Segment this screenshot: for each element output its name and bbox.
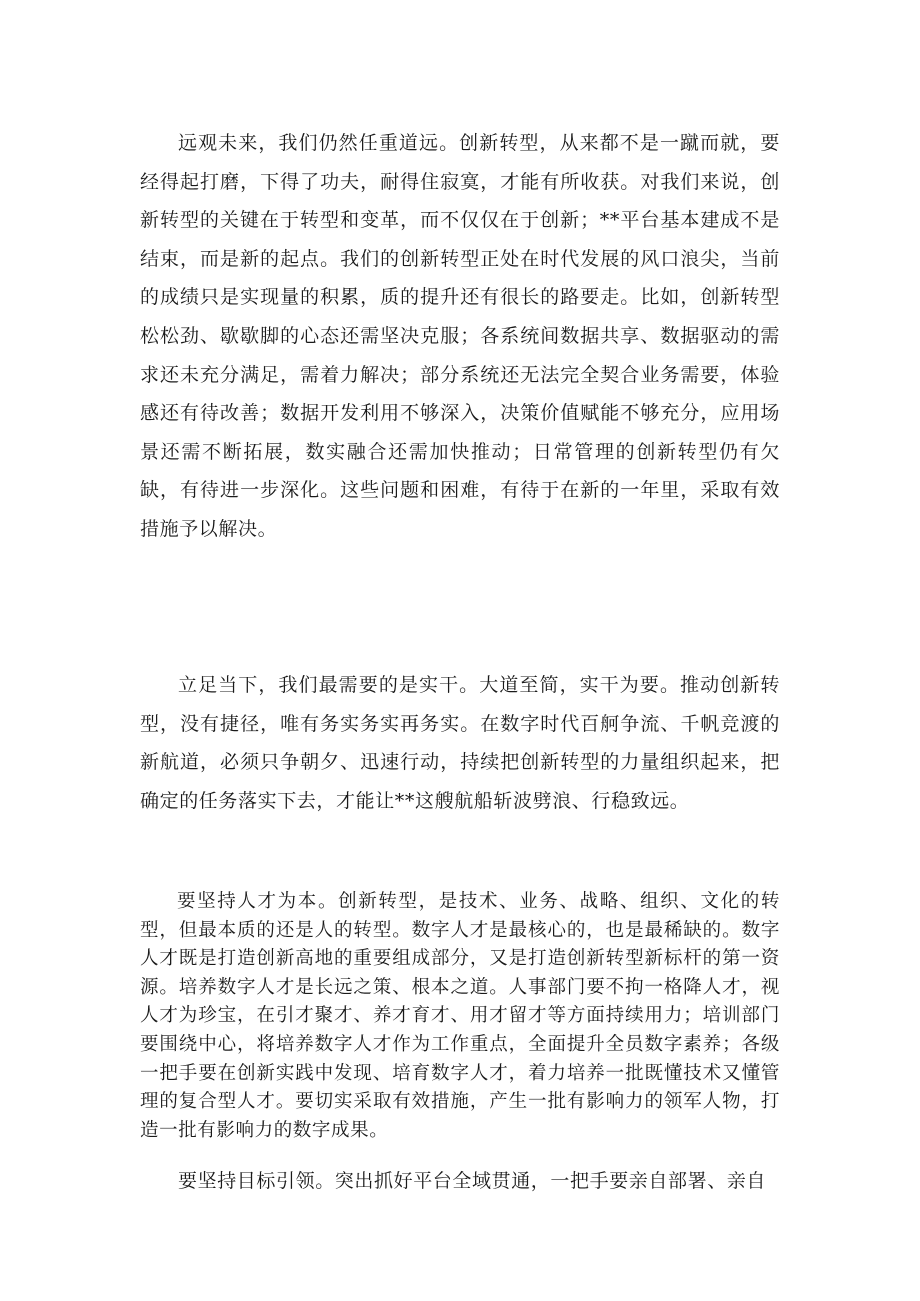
paragraph-future-outlook: 远观未来，我们仍然任重道远。创新转型，从来都不是一蹴而就，要经得起打磨，下得了功夫，耐得住寂寞，才能有所收获。对我们来说，创新转型的关键在于转型和变革，而不仅仅在于创新；**平台基本建成不是结束，而是新的起点。我们的创新转型正处在时代发展的风口浪尖，当前的成绩只是实现量的积累，质的提升还有很长的路要走。比如，创新转型松松劲、歇歇脚的心态还需坚决克服；各系统间数据共享、数据驱动的需求还未充分满足，需着力解决；部分系统还无法完全契合业务需要，体验感还有待改善；数据开发利用不够深入，决策价值赋能不够充分，应用场景还需不断拓展，数实融合还需加快推动；日常管理的创新转型仍有欠缺，有待进一步深化。这些问题和困难，有待于在新的一年里，采取有效措施予以解决。 <box>140 132 780 540</box>
paragraph-talent-first: 要坚持人才为本。创新转型，是技术、业务、战略、组织、文化的转型，但最本质的还是人的转型。数字人才是最核心的，也是最稀缺的。数字人才既是打造创新高地的重要组成部分，又是打造创新转型新标杆的第一资源。培养数字人才是长远之策、根本之道。人事部门要不拘一格降人才，视人才为珍宝，在引才聚才、养才育才、用才留才等方面持续用力；培训部门要围绕中心，将培养数字人才作为工作重点，全面提升全员数字素养；各级一把手要在创新实践中发现、培育数字人才，着力培养一批既懂技术又懂管理的复合型人才。要切实采取有效措施，产生一批有影响力的领军人物，打造一批有影响力的数字成果。 <box>140 891 780 1141</box>
paragraph-goal-guidance: 要坚持目标引领。突出抓好平台全域贯通，一把手要亲自部署、亲自 <box>178 1170 767 1192</box>
paragraph-focus-present: 立足当下，我们最需要的是实干。大道至简，实干为要。推动创新转型，没有捷径，唯有务实务实再务实。在数字时代百舸争流、千帆竞渡的新航道，必须只争朝夕、迅速行动，持续把创新转型的力量组织起来，把确定的任务落实下去，才能让**这艘航船斩波劈浪、行稳致远。 <box>140 674 780 812</box>
